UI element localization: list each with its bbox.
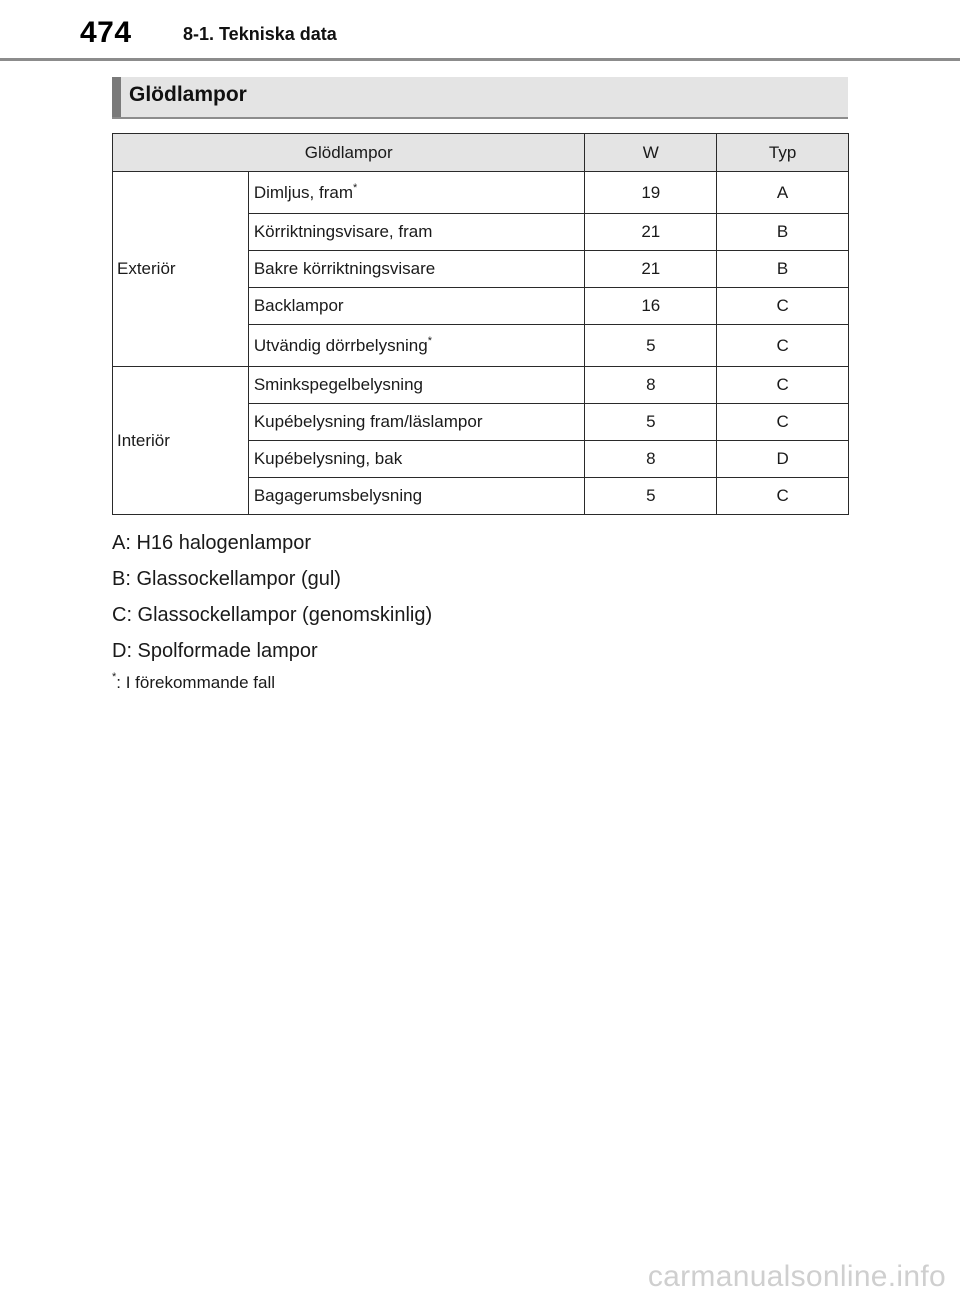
table-header-row: [113, 134, 849, 172]
footnote-marker: *: [112, 671, 117, 683]
bulb-name: Bagagerumsbelysning: [253, 486, 423, 505]
bulb-name: Utvändig dörrbelysning: [253, 335, 428, 355]
type-cell: B: [717, 214, 849, 251]
watt-cell: 5: [585, 404, 717, 441]
column-header-watt: W: [585, 134, 717, 172]
bulb-name-cell: [248, 404, 585, 441]
legend: [112, 530, 848, 693]
footnote-marker: *: [353, 181, 358, 194]
bulb-name: Dimljus, fram: [253, 182, 353, 202]
bulb-name: Backlampor: [253, 296, 344, 315]
column-header-type: Typ: [717, 134, 849, 172]
bulb-name: Körriktningsvisare, fram: [253, 222, 433, 241]
bulb-name: Kupébelysning, bak: [253, 449, 403, 468]
group-label: Exteriör: [113, 172, 249, 367]
watt-cell: 21: [585, 251, 717, 288]
heading-accent-bar: [112, 77, 121, 117]
table-row: [113, 172, 849, 214]
watermark: carmanualsonline.info: [647, 1260, 946, 1293]
type-cell: C: [717, 367, 849, 404]
section-heading: Glödlampor: [129, 83, 247, 106]
page-header: [0, 0, 960, 62]
watt-cell: 8: [585, 367, 717, 404]
watt-cell: 16: [585, 288, 717, 325]
type-cell: C: [717, 478, 849, 515]
footnote-text: : I förekommande fall: [116, 673, 276, 692]
watt-cell: 21: [585, 214, 717, 251]
bulb-name-cell: [248, 214, 585, 251]
type-cell: C: [717, 325, 849, 367]
bulb-name-cell: [248, 325, 585, 367]
type-cell: C: [717, 404, 849, 441]
legend-item: A: H16 halogenlampor: [112, 532, 312, 554]
bulb-name: Bakre körriktningsvisare: [253, 259, 436, 278]
bulb-table: [112, 133, 849, 515]
bulb-name-cell: [248, 367, 585, 404]
bulb-name: Sminkspegelbelysning: [253, 375, 423, 394]
legend-item: D: Spolformade lampor: [112, 640, 318, 662]
column-header-bulbs: Glödlampor: [113, 134, 585, 172]
type-cell: D: [717, 441, 849, 478]
bulb-name-cell: [248, 478, 585, 515]
watt-cell: 8: [585, 441, 717, 478]
table-row: [113, 367, 849, 404]
footnote: [112, 673, 848, 693]
bulb-name: Kupébelysning fram/läslampor: [253, 412, 483, 431]
watt-cell: 19: [585, 172, 717, 214]
group-label: Interiör: [113, 367, 249, 515]
watt-cell: 5: [585, 325, 717, 367]
type-cell: A: [717, 172, 849, 214]
legend-item: B: Glassockellampor (gul): [112, 568, 341, 590]
type-cell: B: [717, 251, 849, 288]
section-heading-box: [112, 77, 848, 119]
bulb-name-cell: [248, 251, 585, 288]
footnote-marker: *: [427, 334, 432, 347]
page-number: 474: [80, 16, 132, 49]
bulb-name-cell: [248, 288, 585, 325]
section-title: 8-1. Tekniska data: [183, 24, 337, 44]
bulb-name-cell: [248, 172, 585, 214]
type-cell: C: [717, 288, 849, 325]
bulb-name-cell: [248, 441, 585, 478]
watt-cell: 5: [585, 478, 717, 515]
header-divider: [0, 58, 960, 61]
legend-item: C: Glassockellampor (genomskinlig): [112, 604, 433, 626]
